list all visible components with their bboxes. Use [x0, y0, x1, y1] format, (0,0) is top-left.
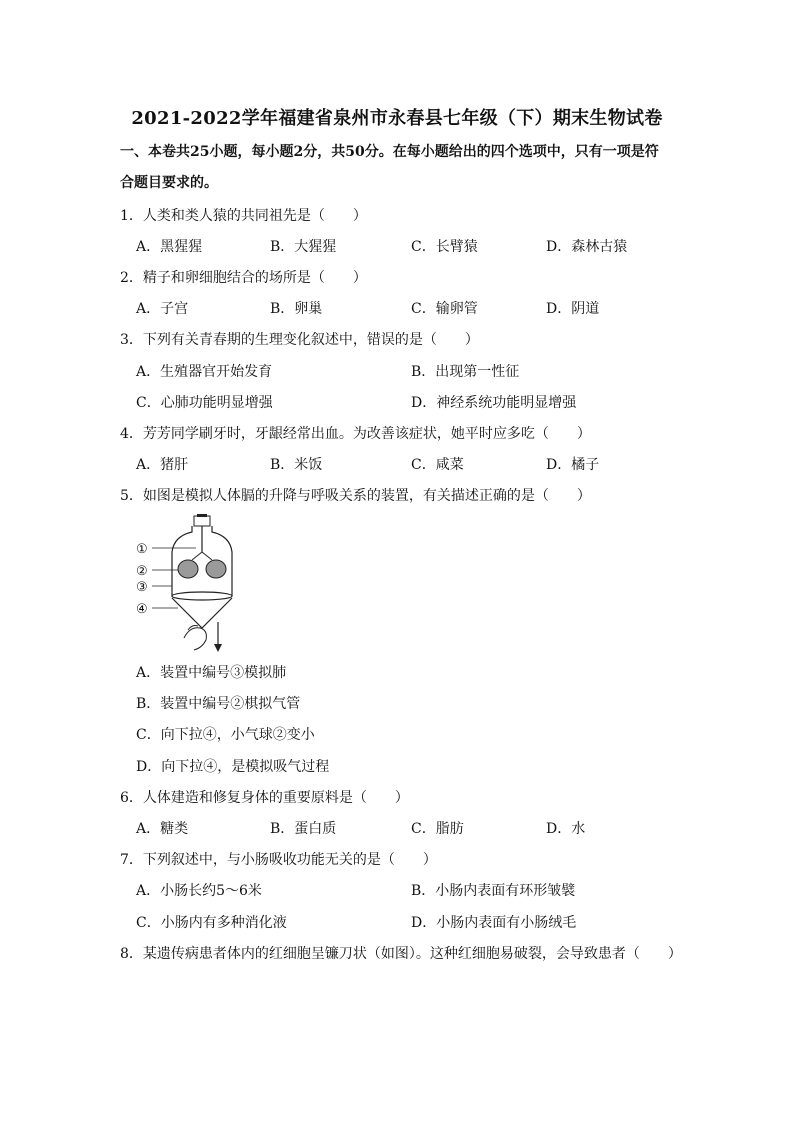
question-3-stem: 3．下列有关青春期的生理变化叙述中，错误的是（ ）	[120, 332, 479, 348]
q4-option-d: D．橘子	[546, 457, 600, 473]
question-3-options-row1	[136, 362, 696, 382]
q4-option-b: B．米饭	[270, 457, 323, 473]
q1-option-d: D．森林古猿	[546, 239, 628, 255]
q3-option-a: A．生殖器官开始发育	[136, 364, 273, 380]
q7-option-a: A．小肠长约5～6米	[136, 883, 262, 899]
stopper-shape	[194, 516, 210, 526]
q2-option-a: A．子宫	[136, 301, 189, 317]
question-7-options-row1	[136, 881, 696, 901]
jar-rim	[172, 592, 232, 600]
question-6-stem: 6．人体建造和修复身体的重要原料是（ ）	[120, 790, 409, 806]
question-2-stem: 2．精子和卵细胞结合的场所是（ ）	[120, 270, 367, 286]
stopper-cap	[197, 514, 207, 517]
q4-option-a: A．猪肝	[136, 457, 189, 473]
q4-option-c: C．咸菜	[411, 457, 464, 473]
q7-option-b: B．小肠内表面有环形皱襞	[411, 883, 576, 899]
q3-option-d: D．神经系统功能明显增强	[411, 395, 577, 411]
q3-option-b: B．出现第一性征	[411, 364, 520, 380]
hand-shape	[184, 628, 206, 650]
q6-option-a: A．糖类	[136, 821, 189, 837]
q2-option-b: B．卵巢	[270, 301, 323, 317]
balloon-left	[178, 560, 198, 578]
label-3: ③	[136, 580, 148, 595]
page-title: 2021-2022学年福建省泉州市永春县七年级（下）期末生物试卷	[131, 108, 663, 129]
section-instruction-line2: 合题目要求的。	[120, 175, 218, 191]
question-2-options	[136, 299, 696, 319]
branch-left	[192, 552, 202, 560]
q5-option-c: C．向下拉④，小气球②变小	[136, 727, 315, 743]
q6-option-d: D．水	[546, 821, 586, 837]
rubber-membrane	[172, 598, 232, 628]
diaphragm-model-figure	[134, 514, 254, 654]
question-6-options	[136, 819, 696, 839]
label-2: ②	[136, 564, 148, 579]
q5-option-a: A．装置中编号③模拟肺	[136, 665, 287, 681]
question-5-stem: 5．如图是模拟人体膈的升降与呼吸关系的装置，有关描述正确的是（ ）	[120, 488, 591, 504]
q1-option-a: A．黑猩猩	[136, 239, 203, 255]
question-4-stem: 4．芳芳同学刷牙时，牙龈经常出血。为改善该症状，她平时应多吃（ ）	[120, 426, 591, 442]
question-7-stem: 7．下列叙述中，与小肠吸收功能无关的是（ ）	[120, 852, 437, 868]
q6-option-b: B．蛋白质	[270, 821, 337, 837]
section-instruction-line1: 一、本卷共25小题，每小题2分，共50分。在每小题给出的四个选项中，只有一项是符	[120, 144, 659, 160]
question-8-stem: 8．某遗传病患者体内的红细胞呈镰刀状（如图）。这种红细胞易破裂，会导致患者（ ）	[120, 946, 682, 962]
bell-jar-diagram	[134, 514, 254, 654]
label-1: ①	[136, 542, 148, 557]
question-7-options-row2	[136, 913, 696, 933]
q6-option-c: C．脂肪	[411, 821, 464, 837]
q5-option-d: D．向下拉④，是模拟吸气过程	[136, 759, 330, 775]
q3-option-c: C．心肺功能明显增强	[136, 395, 273, 411]
question-4-options	[136, 455, 696, 475]
q1-option-b: B．大猩猩	[270, 239, 337, 255]
branch-right	[202, 552, 212, 560]
question-1-options	[136, 237, 696, 257]
down-arrow-icon	[214, 644, 222, 652]
label-4: ④	[136, 602, 148, 617]
q1-option-c: C．长臂猿	[411, 239, 478, 255]
balloon-right	[206, 560, 226, 578]
q2-option-c: C．输卵管	[411, 301, 478, 317]
q5-option-b: B．装置中编号②棋拟气管	[136, 696, 301, 712]
question-1-stem: 1．人类和类人猿的共同祖先是（ ）	[120, 208, 367, 224]
q7-option-c: C．小肠内有多种消化液	[136, 915, 287, 931]
question-3-options-row2	[136, 393, 696, 413]
q2-option-d: D．阴道	[546, 301, 600, 317]
q7-option-d: D．小肠内表面有小肠绒毛	[411, 915, 577, 931]
